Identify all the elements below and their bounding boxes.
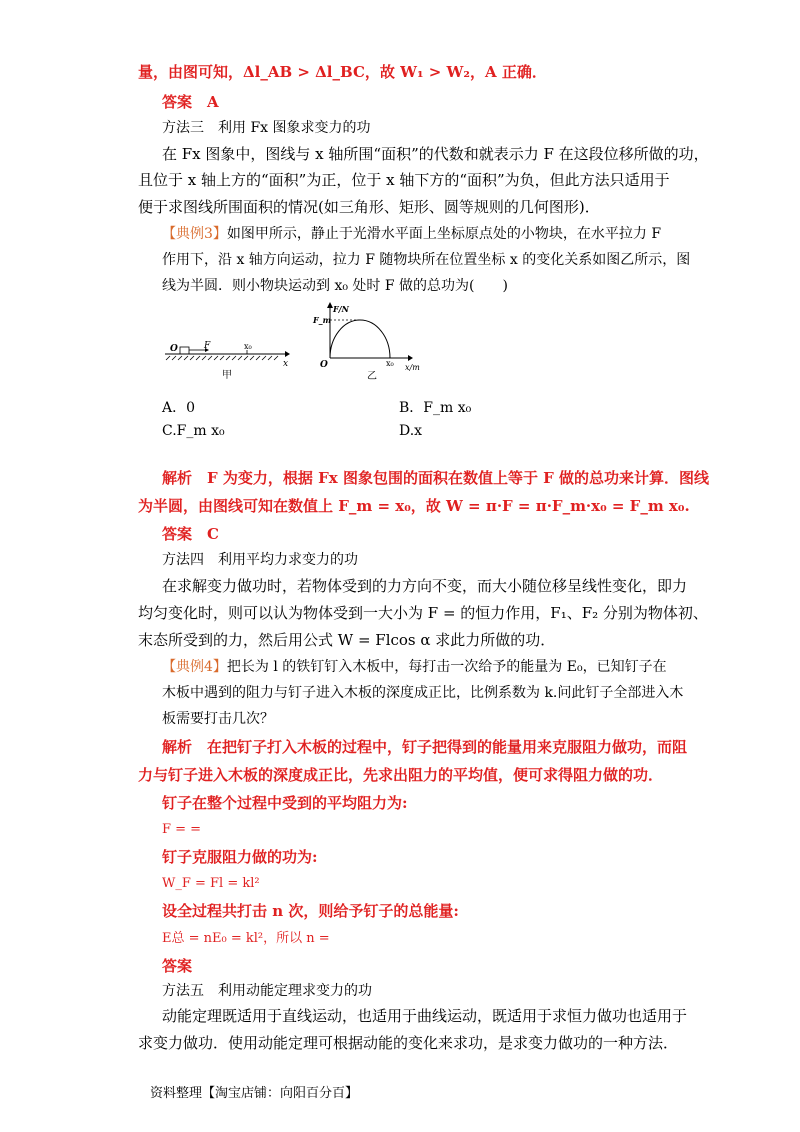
method3-para-1: 在 Fx 图象中，图线与 x 轴所围“面积”的代数和就表示力 F 在这段位移所做的功， bbox=[162, 145, 709, 163]
conclusion-line: 量，由图可知，Δl_AB > Δl_BC，故 W₁ > W₂，A 正确． bbox=[138, 63, 547, 81]
method5-para-1: 动能定理既适用于直线运动，也适用于曲线运动，既适用于求恒力做功也适用于 bbox=[162, 1007, 688, 1025]
analysis3-text-1: F 为变力，根据 Fx 图象包围的面积在数值上等于 F 做的总功来计算．图线 bbox=[207, 469, 710, 487]
analysis4-line-2: 力与钉子进入木板的深度成正比，先求出阻力的平均值，便可求得阻力做的功． bbox=[138, 766, 664, 784]
force-arrow-label: F bbox=[204, 341, 211, 351]
analysis4-line-6: W_F = Fl = kl² bbox=[162, 876, 260, 891]
fm-label: F_m bbox=[313, 315, 332, 325]
example3-line-3: 线为半圆．则小物块运动到 x₀ 处时 F 做的总功为( ) bbox=[162, 278, 508, 294]
figure-yi-label: 乙 bbox=[367, 371, 377, 382]
answer3-value: C bbox=[207, 525, 219, 543]
answer-value: A bbox=[207, 93, 219, 111]
answer-label: 答案 bbox=[162, 93, 193, 111]
analysis4-label: 解析 bbox=[162, 738, 193, 756]
example4-tag: 【典例4】 bbox=[162, 659, 227, 675]
method5-title: 方法五 利用动能定理求变力的功 bbox=[162, 983, 372, 999]
f-axis-label: F/N bbox=[333, 304, 349, 314]
example4-text-1: 把长为 l 的铁钉钉入木板中，每打击一次给予的能量为 E₀，已知钉子在 bbox=[226, 659, 667, 675]
option-d: D.x bbox=[399, 423, 423, 439]
origin-label-right: O bbox=[320, 360, 328, 370]
example3-figure bbox=[160, 300, 430, 385]
x-axis-label-left: x bbox=[283, 359, 289, 369]
analysis4-line-1 bbox=[162, 737, 687, 757]
analysis4-line-7: 设全过程共打击 n 次，则给予钉子的总能量: bbox=[162, 902, 459, 920]
analysis4-line-5: 钉子克服阻力做的功为: bbox=[162, 848, 318, 866]
method4-para-2: 均匀变化时，则可以认为物体受到一大小为 F = 的恒力作用，F₁、F₂ 分别为物体初、 bbox=[138, 604, 708, 622]
method3-para-3: 便于求图线所围面积的情况(如三角形、矩形、圆等规则的几何图形)． bbox=[138, 198, 600, 216]
analysis4-line-4: F = = bbox=[162, 822, 202, 837]
x0-label-right: x₀ bbox=[386, 359, 394, 368]
x-axis-label-right: x/m bbox=[405, 363, 420, 372]
example3-line-1 bbox=[162, 224, 661, 244]
analysis3-line-1 bbox=[162, 468, 709, 488]
figure-jia bbox=[165, 341, 290, 381]
example4-line-2: 木板中遇到的阻力与钉子进入木板的深度成正比，比例系数为 k.问此钉子全部进入木 bbox=[162, 685, 684, 701]
method4-para-3: 末态所受到的力，然后用公式 W = Flcos α 求此力所做的功． bbox=[138, 631, 556, 649]
analysis4-text-1: 在把钉子打入木板的过程中，钉子把得到的能量用来克服阻力做功，而阻 bbox=[207, 738, 688, 756]
answer3-line bbox=[162, 524, 219, 544]
method3-para-2: 且位于 x 轴上方的“面积”为正，位于 x 轴下方的“面积”为负，但此方法只适用于 bbox=[138, 171, 670, 189]
method3-title: 方法三 利用 Fx 图象求变力的功 bbox=[162, 120, 371, 136]
option-b: B．F_m x₀ bbox=[399, 400, 472, 416]
page-footer: 资料整理【淘宝店铺：向阳百分百】 bbox=[150, 1086, 359, 1101]
analysis4-line-8: E总 = nE₀ = kl²，所以 n = bbox=[162, 931, 330, 946]
figure-yi bbox=[312, 302, 420, 382]
analysis4-answer-label: 答案 bbox=[162, 957, 193, 975]
example3-text-1: 如图甲所示，静止于光滑水平面上坐标原点处的小物块，在水平拉力 F bbox=[226, 226, 662, 242]
answer-line-2 bbox=[162, 92, 219, 112]
option-c: C.F_m x₀ bbox=[162, 423, 225, 439]
answer3-label: 答案 bbox=[162, 525, 193, 543]
example4-line-1 bbox=[162, 657, 667, 677]
analysis4-line-3: 钉子在整个过程中受到的平均阻力为: bbox=[162, 794, 408, 812]
example3-line-2: 作用下，沿 x 轴方向运动，拉力 F 随物块所在位置坐标 x 的变化关系如图乙所示，图 bbox=[162, 252, 691, 268]
method5-para-2: 求变力做功．使用动能定理可根据动能的变化来求功，是求变力做功的一种方法． bbox=[138, 1034, 679, 1052]
analysis3-label: 解析 bbox=[162, 469, 193, 487]
option-a: A．0 bbox=[162, 400, 196, 416]
figure-jia-label: 甲 bbox=[222, 370, 232, 381]
x0-label-left: x₀ bbox=[244, 342, 252, 351]
origin-label-left: O bbox=[170, 344, 178, 354]
example3-tag: 【典例3】 bbox=[162, 226, 227, 242]
method4-title: 方法四 利用平均力求变力的功 bbox=[162, 552, 358, 568]
example4-line-3: 板需要打击几次？ bbox=[162, 711, 274, 727]
method4-para-1: 在求解变力做功时，若物体受到的力方向不变，而大小随位移呈线性变化，即力 bbox=[162, 577, 688, 595]
analysis3-line-2: 为半圆，由图线可知在数值上 F_m = x₀，故 W = π·F = π·F_m·x₀ = F_m x₀. bbox=[138, 497, 690, 515]
